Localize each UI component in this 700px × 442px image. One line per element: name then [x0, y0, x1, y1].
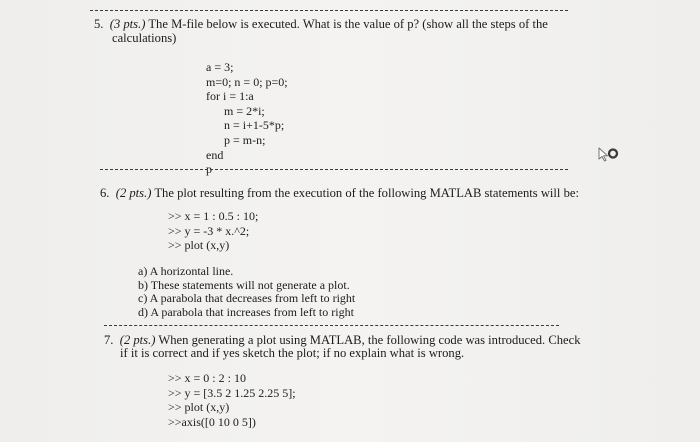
- q6-options: [138, 265, 355, 319]
- q7-code-line: >> y = [3.5 2 1.25 2.25 5];: [168, 385, 296, 400]
- q7-code-block: [168, 371, 296, 429]
- q5-code-line: a = 3;: [206, 60, 234, 74]
- q6-option-a: a) A horizontal line.: [138, 264, 234, 278]
- q5-code-line: p = m-n;: [224, 132, 266, 147]
- q5-line2: calculations): [112, 31, 177, 45]
- q7-line2: if it is correct and if yes sketch the plot; if no explain what is wrong.: [120, 346, 465, 360]
- q6-code-line: >> y = -3 * x.^2;: [168, 223, 250, 238]
- separator-top: [90, 10, 568, 11]
- q6-code-block: [168, 209, 258, 253]
- q5-code-block: [206, 60, 288, 177]
- q5-code-line: end: [206, 147, 224, 162]
- q7-text-1: When generating a plot using MATLAB, the following code was introduced. Check: [158, 333, 581, 347]
- q5-code-line: p: [206, 162, 212, 177]
- separator-q7: [104, 325, 559, 326]
- q7-code-line: >> plot (x,y): [168, 400, 230, 415]
- q6-code-line: >> plot (x,y): [168, 238, 230, 253]
- q5-line1: [94, 17, 548, 32]
- q7-number: 7.: [104, 333, 114, 347]
- q6-text: The plot resulting from the execution of the following MATLAB statements will be:: [154, 186, 579, 200]
- q6-code-line: >> x = 1 : 0.5 : 10;: [168, 209, 259, 223]
- q7-code-line: >>axis([0 10 0 5]): [168, 414, 256, 429]
- q6-number: 6.: [100, 186, 110, 200]
- q6-line1: [100, 186, 579, 201]
- q5-code-line: m=0; n = 0; p=0;: [206, 74, 288, 89]
- cursor-pointer-icon: [597, 147, 619, 165]
- q5-text-1: The M-file below is executed. What is the value of p? (show all the steps of the: [148, 17, 548, 31]
- q5-code-line: for i = 1:a: [206, 89, 254, 104]
- q6-option-d: d) A parabola that increases from left to right: [138, 304, 354, 319]
- separator-q6: [100, 169, 568, 170]
- q7-code-line: >> x = 0 : 2 : 10: [168, 371, 246, 385]
- q6-points: (2 pts.): [115, 186, 152, 200]
- q5-code-line: m = 2*i;: [224, 103, 265, 118]
- q6-option-b: b) These statements will not generate a plot.: [138, 277, 350, 292]
- q6-option-c: c) A parabola that decreases from left to right: [138, 291, 356, 306]
- q5-code-line: n = i+1-5*p;: [224, 118, 285, 133]
- q5-number: 5.: [94, 17, 104, 31]
- q5-points: (3 pts.): [109, 17, 146, 31]
- q7-points: (2 pts.): [119, 333, 156, 347]
